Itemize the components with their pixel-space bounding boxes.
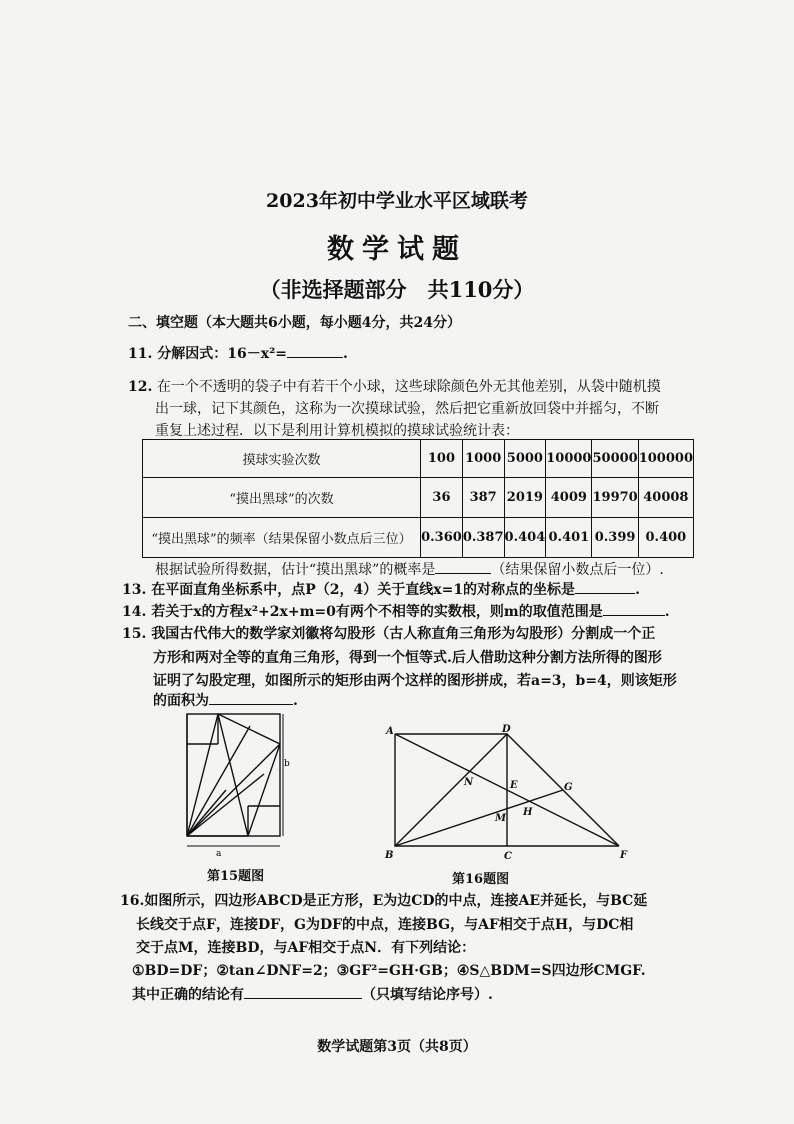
fig15-label-b: b [284, 759, 290, 769]
table-cell: 5000 [504, 440, 546, 478]
q14-end: . [664, 604, 670, 620]
q12-number: 12. [128, 379, 153, 395]
table-cell: 19970 [592, 478, 638, 518]
q14-answer-blank[interactable] [603, 615, 665, 616]
question-15-line3: 证明了勾股定理，如图所示的矩形由两个这样的图形拼成，若a=3，b=4，则该矩形 [153, 673, 677, 689]
question-12-line3: 重复上述过程．以下是利用计算机模拟的摸球试验统计表： [155, 423, 519, 439]
table-cell: 100 [421, 440, 463, 478]
q11-end: . [342, 346, 348, 362]
question-16-answer [132, 984, 493, 1006]
table-cell: 387 [462, 478, 504, 518]
q14-text: 若关于x的方程x²+2x+m=0有两个不相等的实数根，则m的取值范围是 [151, 604, 603, 620]
q15-answer-blank[interactable] [209, 704, 293, 705]
question-14 [122, 601, 670, 623]
page-footer: 数学试题第3页（共8页） [317, 1039, 477, 1055]
table-cell: 50000 [592, 440, 638, 478]
q13-end: . [635, 582, 640, 598]
q15-end: . [293, 693, 298, 709]
q11-text: 分解因式：16－x²= [157, 346, 287, 362]
q16-number: 16. [120, 893, 145, 909]
table-row-label: “摸出黑球”的次数 [143, 478, 421, 518]
fig16-point-F: F [620, 850, 628, 861]
fig16-point-H: H [523, 807, 533, 818]
fig16-point-B: B [385, 850, 394, 861]
part-heading: 二、填空题（本大题共6小题，每小题4分，共24分） [128, 315, 461, 331]
question-11 [128, 343, 348, 365]
fig16-point-A: A [386, 726, 394, 737]
q16-answer-end: （只填写结论序号）. [362, 987, 493, 1003]
question-15-line2: 方形和两对全等的直角三角形，得到一个恒等式.后人借助这种分割方法所得的图形 [153, 650, 662, 666]
q13-answer-blank[interactable] [575, 593, 635, 594]
section-title: （非选择题部分 共110分） [259, 277, 535, 302]
question-13 [122, 579, 640, 601]
question-16-line3: 交于点M，连接BD，与AF相交于点N．有下列结论： [136, 940, 476, 956]
subject-title: 数学试题 [327, 234, 467, 265]
q15-line4-text: 的面积为 [153, 693, 209, 709]
table-row [143, 518, 694, 558]
fig16-point-M: M [495, 813, 507, 824]
table-cell: 40008 [638, 478, 693, 518]
q12-after-text: 根据试验所得数据，估计“摸出黑球”的概率是 [155, 562, 436, 578]
q12-answer-blank[interactable] [435, 573, 491, 574]
table-cell: 1000 [462, 440, 504, 478]
q16-line1-text: 如图所示，四边形ABCD是正方形，E为边CD的中点，连接AE并延长，与BC延 [144, 893, 648, 909]
q15-line1-text: 我国古代伟大的数学家刘徽将勾股形（古人称直角三角形为勾股形）分割成一个正 [151, 626, 656, 642]
fig16-point-E: E [510, 780, 518, 791]
table-row-label: 摸球实验次数 [143, 440, 421, 478]
figure-15 [180, 708, 290, 858]
table-cell: 100000 [638, 440, 693, 478]
q15-number: 15. [122, 626, 147, 642]
table-cell: 0.404 [504, 518, 546, 558]
table-cell: 0.399 [592, 518, 638, 558]
question-12-after [155, 559, 664, 581]
q12-line1-text: 在一个不透明的袋子中有若干个小球，这些球除颜色外无其他差别，从袋中随机摸 [156, 379, 661, 395]
table-row [143, 440, 694, 478]
table-cell: 0.401 [546, 518, 592, 558]
stats-table [142, 439, 694, 558]
question-15-line1 [122, 623, 655, 645]
q14-number: 14. [122, 604, 147, 620]
table-cell: 0.400 [638, 518, 693, 558]
q13-text: 在平面直角坐标系中，点P（2，4）关于直线x=1的对称点的坐标是 [151, 582, 576, 598]
q16-answer-blank[interactable] [244, 998, 362, 999]
question-16-conclusions: ①BD=DF；②tan∠DNF=2；③GF²=GH·GB；④S△BDM=S四边形CMGF. [132, 963, 646, 979]
q16-answer-text: 其中正确的结论有 [132, 987, 244, 1003]
q12-after-end: （结果保留小数点后一位）. [491, 562, 664, 578]
fig16-point-N: N [464, 777, 474, 788]
table-cell: 4009 [546, 478, 592, 518]
table-cell: 2019 [504, 478, 546, 518]
table-cell: 36 [421, 478, 463, 518]
table-cell: 10000 [546, 440, 592, 478]
question-12-line2: 出一球，记下其颜色，这称为一次摸球试验，然后把它重新放回袋中并摇匀，不断 [155, 401, 659, 417]
question-12-line1 [128, 376, 661, 398]
q13-number: 13. [122, 582, 147, 598]
table-row [143, 478, 694, 518]
table-cell: 0.360 [421, 518, 463, 558]
exam-title: 2023年初中学业水平区域联考 [266, 190, 528, 212]
q11-answer-blank[interactable] [287, 357, 343, 358]
figure-15-caption: 第15题图 [207, 869, 265, 884]
question-16-line1 [120, 890, 647, 912]
fig16-point-D: D [502, 724, 511, 735]
figure-16 [380, 722, 640, 864]
q11-number: 11. [128, 346, 153, 362]
question-16-line2: 长线交于点F，连接DF，G为DF的中点，连接BG，与AF相交于点H，与DC相 [136, 917, 634, 933]
figure-16-caption: 第16题图 [452, 872, 510, 887]
fig16-point-G: G [564, 782, 573, 793]
table-row-label: “摸出黑球”的频率（结果保留小数点后三位） [143, 518, 421, 558]
table-cell: 0.387 [462, 518, 504, 558]
fig16-point-C: C [504, 851, 512, 862]
fig15-label-a: a [216, 849, 222, 858]
